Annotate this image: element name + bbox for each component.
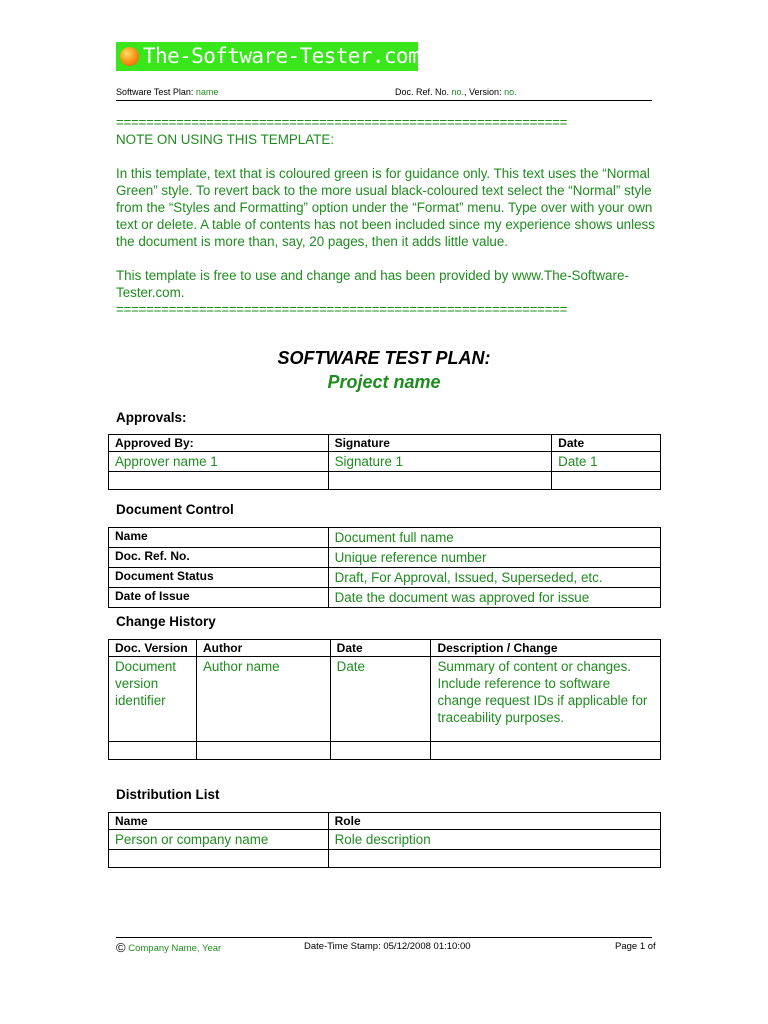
table-cell[interactable] bbox=[328, 850, 660, 868]
template-note bbox=[116, 114, 656, 318]
table-cell[interactable] bbox=[328, 472, 552, 490]
header-cell: Name bbox=[109, 813, 329, 830]
page-title: SOFTWARE TEST PLAN: bbox=[277, 348, 491, 368]
row-value[interactable]: Draft, For Approval, Issued, Superseded, etc. bbox=[328, 568, 660, 588]
footer-divider bbox=[116, 937, 652, 938]
table-cell[interactable]: Author name bbox=[196, 657, 330, 742]
table-row bbox=[109, 830, 661, 850]
page-header bbox=[116, 87, 652, 97]
header-cell: Author bbox=[196, 640, 330, 657]
table-header-row bbox=[109, 640, 661, 657]
table-row bbox=[109, 657, 661, 742]
distribution-list-heading: Distribution List bbox=[116, 787, 220, 802]
table-header-row bbox=[109, 813, 661, 830]
table-row-empty bbox=[109, 472, 661, 490]
note-paragraph-1: In this template, text that is coloured green is for guidance only. This text uses the “Normal Green” style. To revert back to the more usual black-coloured text select the “Normal” style from the “Styles and Formatting” option under the “Format” menu. Type over with your own text or delete. A table of contents has not been included since my experience shows unless the document is more than, say, 20 pages, then it adds little value. bbox=[116, 166, 655, 249]
row-label: Date of Issue bbox=[109, 588, 329, 608]
row-value[interactable]: Unique reference number bbox=[328, 548, 660, 568]
header-cell: Date bbox=[330, 640, 431, 657]
header-cell: Doc. Version bbox=[109, 640, 197, 657]
document-control-heading: Document Control bbox=[116, 502, 234, 517]
table-cell[interactable] bbox=[109, 472, 329, 490]
header-divider bbox=[116, 100, 652, 101]
table-row bbox=[109, 548, 661, 568]
orange-ball-icon bbox=[120, 47, 139, 66]
page-footer bbox=[116, 940, 662, 955]
note-heading: NOTE ON USING THIS TEMPLATE: bbox=[116, 132, 335, 147]
ref-label: Doc. Ref. No. bbox=[395, 87, 452, 97]
table-row bbox=[109, 588, 661, 608]
footer-company: Company Name, Year bbox=[125, 943, 222, 954]
table-cell[interactable] bbox=[330, 742, 431, 760]
table-cell[interactable]: Signature 1 bbox=[328, 452, 552, 472]
change-history-table bbox=[108, 639, 661, 760]
approvals-heading: Approvals: bbox=[116, 410, 187, 425]
table-cell[interactable]: Approver name 1 bbox=[109, 452, 329, 472]
table-cell[interactable]: Person or company name bbox=[109, 830, 329, 850]
table-cell[interactable]: Document version identifier bbox=[109, 657, 197, 742]
plan-value: name bbox=[195, 87, 219, 97]
header-cell: Role bbox=[328, 813, 660, 830]
table-row bbox=[109, 452, 661, 472]
table-row-empty bbox=[109, 850, 661, 868]
table-cell[interactable] bbox=[109, 850, 329, 868]
document-control-table bbox=[108, 527, 661, 608]
row-value[interactable]: Document full name bbox=[328, 528, 660, 548]
header-cell: Date bbox=[552, 435, 661, 452]
header-cell: Approved By: bbox=[109, 435, 329, 452]
copyright-icon: © bbox=[116, 940, 126, 955]
footer-page-number: Page 1 of bbox=[615, 941, 656, 952]
logo-text: The-Software-Tester.com bbox=[143, 44, 420, 68]
table-cell[interactable] bbox=[196, 742, 330, 760]
table-cell[interactable] bbox=[109, 742, 197, 760]
ref-value: no. bbox=[451, 87, 465, 97]
table-cell[interactable] bbox=[552, 472, 661, 490]
table-header-row bbox=[109, 435, 661, 452]
table-row bbox=[109, 568, 661, 588]
plan-label: Software Test Plan: bbox=[116, 87, 196, 97]
table-row bbox=[109, 528, 661, 548]
doc-ref bbox=[395, 87, 517, 97]
row-label: Document Status bbox=[109, 568, 329, 588]
header-cell: Description / Change bbox=[431, 640, 661, 657]
change-history-heading: Change History bbox=[116, 614, 216, 629]
project-name: Project name bbox=[327, 372, 441, 392]
distribution-list-table bbox=[108, 812, 661, 868]
approvals-table bbox=[108, 434, 661, 490]
note-rule-bottom: ============================================================ bbox=[116, 302, 568, 317]
row-label: Doc. Ref. No. bbox=[109, 548, 329, 568]
version-value: no. bbox=[504, 87, 517, 97]
row-label: Name bbox=[109, 528, 329, 548]
table-cell[interactable]: Date bbox=[330, 657, 431, 742]
table-cell[interactable] bbox=[431, 742, 661, 760]
note-rule-top: ============================================================ bbox=[116, 115, 568, 130]
table-cell[interactable]: Summary of content or changes. Include reference to software change request IDs if applicable for traceability purposes. bbox=[431, 657, 661, 742]
note-paragraph-2: This template is free to use and change and has been provided by www.The-Software-Tester.com. bbox=[116, 268, 629, 300]
table-row-empty bbox=[109, 742, 661, 760]
footer-timestamp: Date-Time Stamp: 05/12/2008 01:10:00 bbox=[304, 941, 471, 952]
version-label: , Version: bbox=[464, 87, 505, 97]
table-cell[interactable]: Date 1 bbox=[552, 452, 661, 472]
table-cell[interactable]: Role description bbox=[328, 830, 660, 850]
header-cell: Signature bbox=[328, 435, 552, 452]
row-value[interactable]: Date the document was approved for issue bbox=[328, 588, 660, 608]
site-logo bbox=[116, 42, 418, 71]
